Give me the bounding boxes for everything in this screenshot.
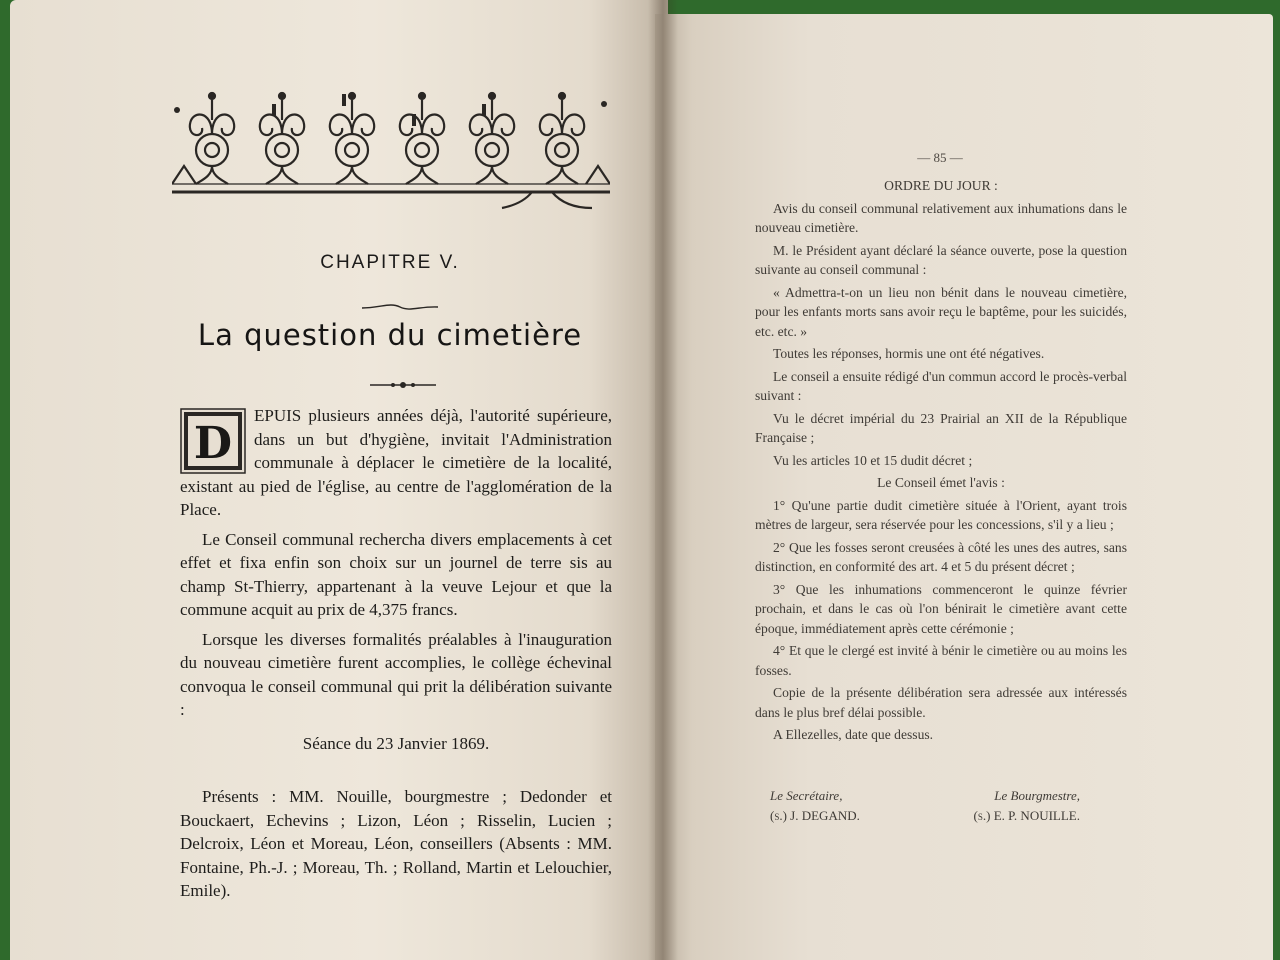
divider-flourish-icon (360, 300, 440, 314)
avis-item: 1° Qu'une partie dudit cimetière située à l'Orient, ayant trois mètres de largeur, sera réservée pour les concessions, s'il y a lieu ; (755, 497, 1127, 532)
paragraph-3: Lorsque les diverses formalités préalables à l'inauguration du nouveau cimetière furent accomplies, le collège échevinal convoqua le conseil communal qui prit la délibération suivante : (180, 629, 612, 719)
page-number: — 85 — (917, 150, 963, 165)
book-gutter (648, 0, 678, 960)
right-paragraph: « Admettra-t-on un lieu non bénit dans le nouveau cimetière, pour les enfants morts sans avoir reçu le baptême, pour les suicidés, etc. etc. » (755, 284, 1127, 339)
right-paragraph: Vu le décret impérial du 23 Prairial an XII de la République Française ; (755, 410, 1127, 445)
right-body-text (755, 176, 1127, 748)
right-paragraph: Vu les articles 10 et 15 dudit décret ; (773, 452, 973, 468)
dropcap-letter: D (193, 418, 233, 469)
secretary-signature (770, 786, 860, 826)
ornamental-header-icon (172, 80, 610, 220)
right-paragraph: Toutes les réponses, hormis une ont été négatives. (773, 346, 1045, 361)
right-paragraph: M. le Président ayant déclaré la séance ouverte, pose la question suivante au conseil communal : (755, 242, 1127, 277)
avis-item: 3° Que les inhumations commenceront le quinze février prochain, et dans le cas où l'on bénirait le cimetière avant cette époque, immédiatement après cette cérémonie ; (755, 581, 1127, 636)
ordre-du-jour-heading: ORDRE DU JOUR : (884, 178, 998, 193)
avis-item: 2° Que les fosses seront creusées à côté les unes des autres, sans distinction, en conformité des art. 4 et 5 du présent décret ; (755, 539, 1127, 574)
avis-item: 4° Et que le clergé est invité à bénir le cimetière ou au moins les fosses. (755, 643, 1127, 678)
seance-line: Séance du 23 Janvier 1869. (302, 733, 490, 753)
right-paragraph: Le conseil a ensuite rédigé d'un commun accord le procès-verbal suivant : (755, 368, 1127, 403)
mayor-name: (s.) E. P. NOUILLE. (973, 808, 1080, 823)
copie-paragraph: Copie de la présente délibération sera adressée aux intéressés dans le plus bref délai possible. (755, 685, 1127, 720)
secretary-title: Le Secrétaire, (770, 788, 843, 803)
right-paragraph: Avis du conseil communal relativement aux inhumations dans le nouveau cimetière. (755, 200, 1127, 235)
mayor-title: Le Bourgmestre, (994, 788, 1080, 803)
mayor-signature (968, 786, 1080, 826)
date-line: A Ellezelles, date que dessus. (773, 727, 934, 742)
paragraph-2: Le Conseil communal rechercha divers emplacements à cet effet et fixa enfin son choix sur un journel de terre sis au champ St-Thierry, appartenant à la veuve Lejour et que la commune acquit au prix de 4,375 francs. (180, 529, 612, 619)
presents-paragraph: Présents : MM. Nouille, bourgmestre ; Dedonder et Bouckaert, Echevins ; Lizon, Léon ; Risselin, Lucien ; Delcroix, Léon et Moreau, Léon, conseillers (Absents : MM. Fontaine, Ph.-J. ; Moreau, Th. ; Rolland, Martin et Lelouchier, Emile). (180, 787, 612, 900)
secretary-name: (s.) J. DEGAND. (770, 808, 860, 823)
chapter-heading: CHAPITRE V. (320, 252, 460, 273)
paragraph-1: EPUIS plusieurs années déjà, l'autorité supérieure, dans un but d'hygiène, invitait l'Administration communale à déplacer le cimetière de la localité, existant au pied de l'église, au centre de l'agglomération de la Place. (180, 406, 612, 519)
dropcap-d-icon (180, 408, 246, 474)
chapter-title: La question du cimetière (197, 318, 583, 352)
left-body-text (180, 404, 612, 903)
avis-heading: Le Conseil émet l'avis : (877, 475, 1005, 490)
divider-dots-icon (368, 378, 438, 392)
